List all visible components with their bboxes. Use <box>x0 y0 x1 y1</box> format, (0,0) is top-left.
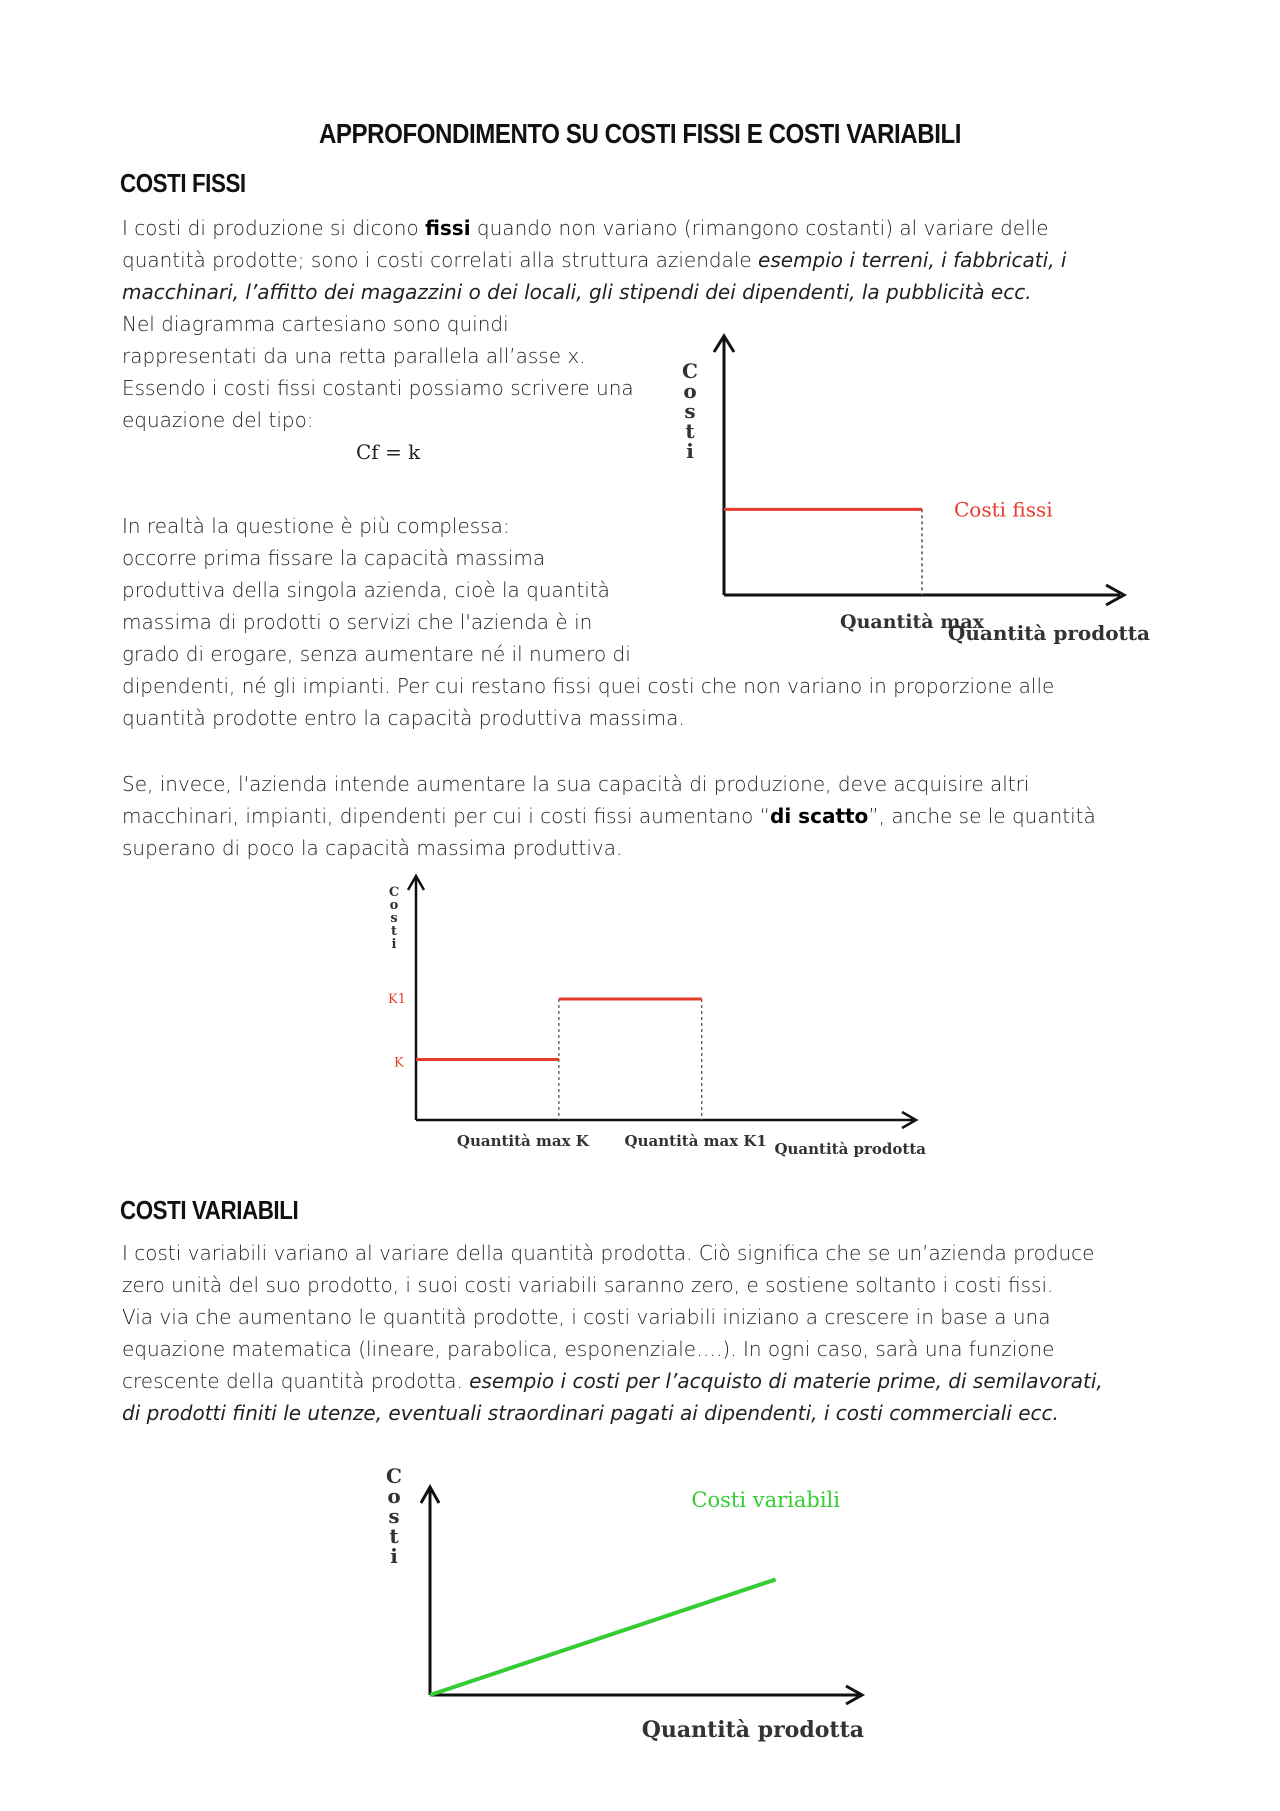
fixed-costs-heading: COSTI FISSI <box>120 168 246 198</box>
text-line: dipendenti, né gli impianti. Per cui restano fissi quei costi che non variano in proporzione alle <box>122 674 1055 698</box>
fixed-cost-formula: Cf = k <box>356 440 421 464</box>
y-axis-label-letter: C <box>386 1464 402 1488</box>
y-axis-label-letter: C <box>388 885 400 900</box>
x-axis-label: Quantità prodotta <box>641 1717 864 1743</box>
y-axis-label-letter: s <box>684 399 696 423</box>
text-line: produttiva della singola azienda, cioè la quantità <box>122 578 610 602</box>
y-axis-label-letter: i <box>686 439 694 463</box>
text-line: rappresentati da una retta parallela all’asse x. <box>122 344 586 368</box>
text-line: Nel diagramma cartesiano sono quindi <box>122 312 509 336</box>
y-axis-label-letter: o <box>389 898 399 913</box>
variable-cost-chart <box>380 1455 900 1755</box>
text-line: massima di prodotti o servizi che l'azienda è in <box>122 610 593 634</box>
fixed-costs-step-text: Se, invece, l'azienda intende aumentare la sua capacità di produzione, deve acquisire altri macchinari, impianti, dipendenti per cui i costi fissi aumentano “di scatto”, anche se le quantità superano di poco la capacità massima produttiva. <box>122 772 1096 860</box>
fixed-cost-chart <box>660 330 1180 660</box>
text-line: Via via che aumentano le quantità prodotte, i costi variabili iniziano a crescere in base a una <box>122 1305 1051 1329</box>
quantity-max-k1-label: Quantità max K1 <box>624 1132 767 1150</box>
text-line: equazione del tipo: <box>122 408 314 432</box>
y-axis-label-letter: o <box>683 379 697 403</box>
y-axis-label-letter: i <box>391 937 397 952</box>
y-axis-label-letter: o <box>387 1484 401 1508</box>
text-line: equazione matematica (lineare, parabolica, esponenziale….). In ogni caso, sarà una funzione <box>122 1337 1055 1361</box>
y-axis-label-letter: t <box>390 924 398 939</box>
text-line: Essendo i costi fissi costanti possiamo scrivere una <box>122 376 634 400</box>
page-title: APPROFONDIMENTO SU COSTI FISSI E COSTI VARIABILI <box>318 118 962 149</box>
x-axis-label: Quantità prodotta <box>947 621 1150 645</box>
x-axis-label: Quantità prodotta <box>774 1140 926 1158</box>
text-line: zero unità del suo prodotto, i suoi costi variabili saranno zero, e sostiene soltanto i costi fissi. <box>122 1273 1054 1297</box>
quantity-max-k-label: Quantità max K <box>456 1132 589 1150</box>
variable-costs-text: I costi variabili variano al variare della quantità prodotta. Ciò significa che se un’azienda produce zero unità del suo prodotto, i suoi costi variabili saranno zero, e sostiene soltanto i costi fissi. Via via che aumentano le quantità prodotte, i costi variabili iniziano a crescere in base a una equazione matematica (lineare, parabolica, esponenziale….). In ogni caso, sarà una funzione crescente della quantità prodotta. esempio i costi per l’acquisto di materie prime, di semilavorati, di prodotti finiti le utenze, eventuali straordinari pagati ai dipendenti, i costi commerciali ecc. <box>122 1237 1103 1429</box>
fixed-costs-diagram-text <box>122 308 634 468</box>
fixed-costs-intro: I costi di produzione si dicono fissi quando non variano (rimangono costanti) al variare delle quantità prodotte; sono i costi correlati alla struttura aziendale esempio i terreni, i fabbricati, i macchinari, l’affitto dei magazzini o dei locali, gli stipendi dei dipendenti, la pubblicità ecc. <box>122 216 1067 304</box>
step-fixed-cost-chart <box>380 870 940 1170</box>
y-axis-label-letter: s <box>388 1504 400 1528</box>
variable-cost-line <box>430 1579 776 1695</box>
fixed-cost-legend: Costi fissi <box>954 497 1053 522</box>
y-axis-label <box>389 885 399 952</box>
y-axis-label-letter: s <box>390 911 398 926</box>
y-tick-label-k1: K1 <box>388 992 406 1007</box>
y-axis-label-letter: C <box>682 359 698 383</box>
text-line: I costi variabili variano al variare della quantità prodotta. Ciò significa che se un’azienda produce <box>122 1241 1095 1265</box>
variable-costs-heading: COSTI VARIABILI <box>120 1195 299 1225</box>
quantity-max-label: Quantità max <box>840 611 984 633</box>
text-line: In realtà la questione è più complessa: <box>122 514 510 538</box>
y-axis-label-letter: t <box>685 419 695 443</box>
text-line: occorre prima fissare la capacità massima <box>122 546 546 570</box>
y-axis-label-letter: t <box>389 1524 399 1548</box>
y-axis-label-letter: i <box>390 1544 398 1568</box>
text-line: quantità prodotte entro la capacità produttiva massima. <box>122 706 685 730</box>
y-axis-label <box>386 1464 402 1568</box>
variable-cost-legend: Costi variabili <box>691 1488 840 1512</box>
y-axis-label <box>682 359 698 463</box>
text-line: grado di erogare, senza aumentare né il numero di <box>122 642 631 666</box>
y-tick-label-k: K <box>394 1055 404 1071</box>
